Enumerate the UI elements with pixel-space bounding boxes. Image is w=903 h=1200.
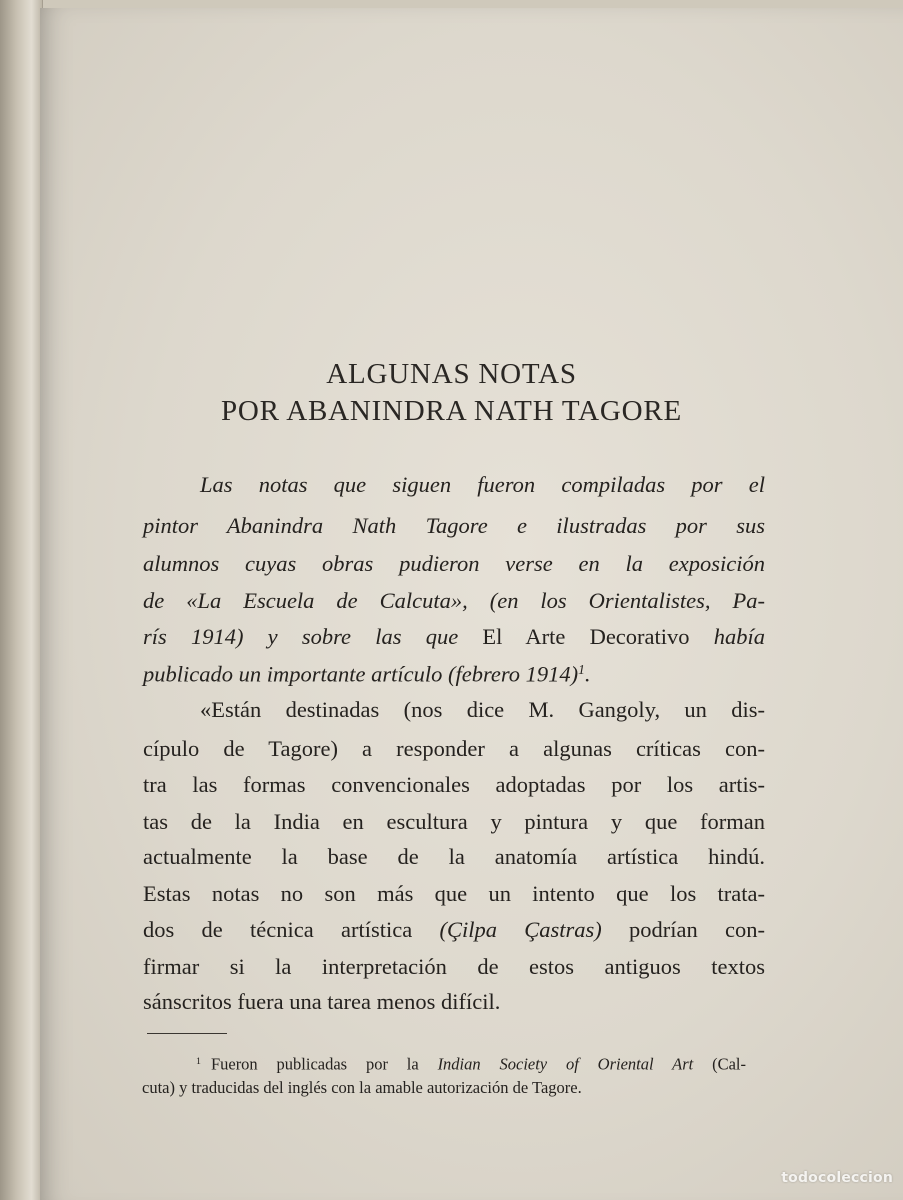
body-line-5: actualmente la base de la anatomía artística hindú.	[143, 844, 765, 869]
intro-line-4: de «La Escuela de Calcuta», (en los Orientalistes, Pa-	[143, 588, 765, 613]
intro-line-1: Las notas que siguen fueron compiladas por el	[200, 472, 765, 497]
intro-line-3: alumnos cuyas obras pudieron verse en la exposición	[143, 551, 765, 576]
footnote-line-1-end: (Cal-	[712, 1054, 746, 1074]
footnote-line-1	[196, 1049, 746, 1077]
intro-line-5-italic-part: rís 1914) y sobre las que	[143, 624, 459, 649]
intro-line-6	[143, 653, 765, 690]
footnote-reference: 1	[578, 662, 585, 677]
intro-line-5	[143, 620, 765, 653]
footnote-line-2: cuta) y traducidas del inglés con la amable autorización de Tagore.	[142, 1078, 582, 1097]
chapter-title-line-2: POR ABANINDRA NATH TAGORE	[220, 395, 683, 427]
intro-line-5-end: había	[713, 624, 766, 649]
body-line-8: firmar si la interpretación de estos antiguos textos	[143, 954, 765, 979]
body-line-3: tra las formas convencionales adoptadas por los artis-	[143, 772, 765, 797]
body-line-6: Estas notas no son más que un intento que los trata-	[143, 881, 765, 906]
watermark: todocoleccion	[781, 1170, 893, 1186]
body-line-1: «Están destinadas (nos dice M. Gangoly, un dis-	[200, 697, 765, 722]
facing-page-edge	[0, 0, 43, 1200]
body-line-2: cípulo de Tagore) a responder a algunas críticas con-	[143, 736, 765, 761]
footnote-divider	[147, 1033, 227, 1034]
chapter-title-line-1: ALGUNAS NOTAS	[326, 358, 577, 390]
society-name: Indian Society of Oriental Art	[437, 1054, 694, 1074]
body-line-7-start: dos de técnica artística	[143, 917, 413, 942]
treatise-name: (Çilpa Çastras)	[439, 917, 602, 942]
footnote-line-1-start: Fueron publicadas por la	[210, 1054, 419, 1074]
body-line-9: sánscritos fuera una tarea menos difícil.	[143, 989, 501, 1014]
body-line-4: tas de la India en escultura y pintura y que forman	[143, 809, 765, 834]
intro-line-6-period: .	[584, 661, 591, 687]
footnote-marker: 1	[196, 1056, 201, 1067]
intro-line-2: pintor Abanindra Nath Tagore e ilustradas por sus	[143, 513, 765, 538]
publication-name: El Arte Decorativo	[482, 624, 690, 649]
intro-line-6-text: publicado un importante artículo (febrero 1914)	[143, 661, 579, 687]
body-line-7-end: podrían con-	[629, 917, 766, 942]
body-line-7	[143, 913, 765, 946]
